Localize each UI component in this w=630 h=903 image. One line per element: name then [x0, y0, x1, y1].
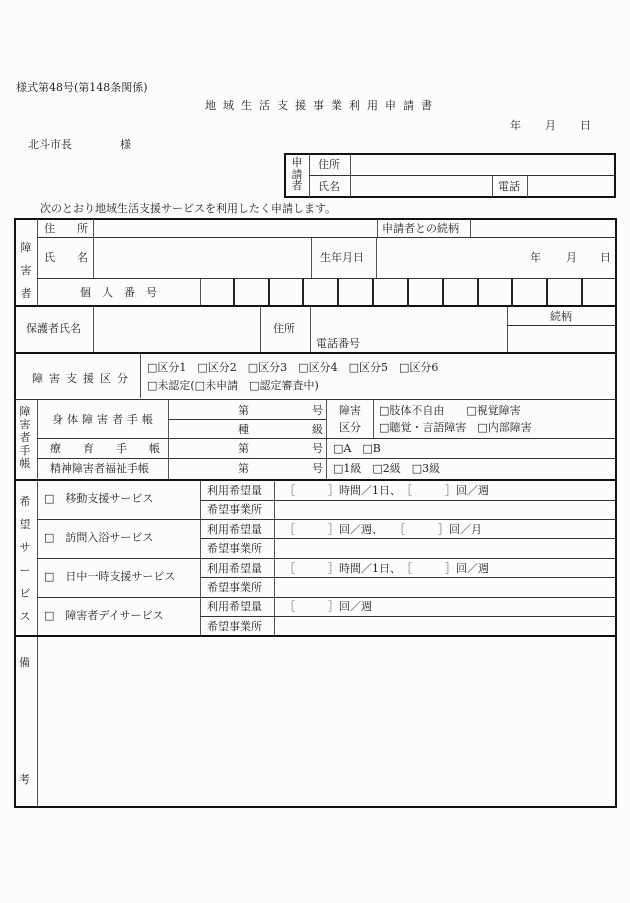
- service-provider-field-1[interactable]: [276, 501, 615, 518]
- remarks-label-top: 備: [19, 656, 30, 669]
- disabled-name-label: 氏 名: [44, 251, 88, 264]
- disabled-address-field[interactable]: [95, 220, 375, 236]
- disability-types-1[interactable]: □肢体不自由 □視覚障害: [379, 404, 521, 417]
- birth-day: 日: [600, 251, 611, 264]
- service-amount-3[interactable]: ［ ］時間／1日、 ［ ］回／週: [284, 562, 489, 575]
- relation-label: 申請者との続柄: [382, 222, 459, 235]
- mental-handbook-label: 精神障害者福祉手帳: [50, 462, 149, 475]
- handbook-label: 障害者手帳: [19, 405, 31, 470]
- guardian-relation-field[interactable]: [509, 327, 615, 351]
- service-provider-label-3: 希望事業所: [207, 581, 262, 594]
- honorific: 様: [120, 138, 131, 151]
- relation-field[interactable]: [472, 220, 615, 236]
- service-amount-label-3: 利用希望量: [207, 562, 262, 575]
- date-year: 年: [510, 119, 521, 132]
- service-amount-4[interactable]: ［ ］回／週: [284, 600, 372, 613]
- service-name-4[interactable]: □ 障害者デイサービス: [44, 609, 164, 622]
- birth-month: 月: [566, 251, 577, 264]
- form-number: 様式第48号(第148条関係): [16, 81, 148, 94]
- applicant-label: 申請者: [291, 156, 303, 193]
- rehab-number-suffix: 号: [312, 442, 323, 455]
- support-category-label: 障害支援区分: [32, 372, 134, 385]
- remarks-field[interactable]: [39, 638, 615, 806]
- service-provider-label-1: 希望事業所: [207, 503, 262, 516]
- applicant-name-field[interactable]: [352, 177, 490, 196]
- applicant-phone-field[interactable]: [529, 177, 614, 196]
- service-name-1[interactable]: □ 移動支援サービス: [44, 492, 154, 505]
- service-provider-field-4[interactable]: [276, 618, 615, 634]
- rehab-options[interactable]: □A □B: [333, 442, 381, 455]
- intro-text: 次のとおり地域生活支援サービスを利用したく申請します。: [40, 202, 337, 215]
- service-name-2[interactable]: □ 訪問入浴サービス: [44, 531, 154, 544]
- rehab-handbook-label: 療 育 手 帳: [50, 442, 160, 455]
- physical-grade-suffix: 級: [312, 423, 323, 436]
- guardian-name-field[interactable]: [95, 308, 259, 351]
- birthdate-label: 生年月日: [320, 251, 364, 264]
- disability-type-label-1: 障害: [339, 404, 361, 417]
- guardian-address-field[interactable]: [312, 308, 505, 333]
- service-name-3[interactable]: □ 日中一時支援サービス: [44, 570, 176, 583]
- physical-grade-prefix: 種: [238, 423, 249, 436]
- service-provider-field-3[interactable]: [276, 579, 615, 596]
- guardian-relation-label: 続柄: [550, 310, 572, 323]
- service-amount-1[interactable]: ［ ］時間／1日、 ［ ］回／週: [284, 484, 489, 497]
- disabled-name-field[interactable]: [95, 239, 310, 277]
- services-label: 希望サービス: [19, 495, 31, 623]
- mental-number-suffix: 号: [312, 462, 323, 475]
- disability-types-2[interactable]: □聴覚・言語障害 □内部障害: [379, 421, 532, 434]
- service-provider-label-2: 希望事業所: [207, 542, 262, 555]
- service-amount-2[interactable]: ［ ］回／週、 ［ ］回／月: [284, 523, 482, 536]
- mental-options[interactable]: □1級 □2級 □3級: [333, 462, 441, 475]
- disabled-address-label: 住 所: [44, 222, 88, 235]
- service-provider-label-4: 希望事業所: [207, 620, 262, 633]
- birth-year: 年: [530, 251, 541, 264]
- service-amount-label-4: 利用希望量: [207, 600, 262, 613]
- disabled-person-label: 障害者: [20, 241, 32, 300]
- physical-handbook-label: 身体障害者手帳: [52, 413, 157, 426]
- applicant-address-label: 住所: [318, 158, 340, 171]
- applicant-phone-label: 電話: [498, 180, 520, 193]
- personal-number-boxes[interactable]: [200, 279, 616, 305]
- physical-number-suffix: 号: [312, 404, 323, 417]
- applicant-address-field[interactable]: [352, 155, 614, 174]
- physical-number-prefix: 第: [238, 404, 249, 417]
- date-month: 月: [545, 119, 556, 132]
- guardian-name-label: 保護者氏名: [26, 322, 81, 335]
- guardian-phone-label: 電話番号: [316, 337, 360, 350]
- support-category-options-1[interactable]: □区分1 □区分2 □区分3 □区分4 □区分5 □区分6: [147, 361, 439, 374]
- mental-number-prefix: 第: [238, 462, 249, 475]
- service-amount-label-2: 利用希望量: [207, 523, 262, 536]
- addressee: 北斗市長: [28, 138, 72, 151]
- personal-number-label: 個 人 番 号: [80, 286, 157, 299]
- date-day: 日: [580, 119, 591, 132]
- page-title: 地域生活支援事業利用申請書: [205, 99, 439, 112]
- disability-type-label-2: 区分: [339, 421, 361, 434]
- guardian-address-label: 住所: [273, 322, 295, 335]
- rehab-number-prefix: 第: [238, 442, 249, 455]
- service-amount-label-1: 利用希望量: [207, 484, 262, 497]
- remarks-label-bottom: 考: [19, 773, 30, 786]
- applicant-name-label: 氏名: [318, 180, 340, 193]
- support-category-options-2[interactable]: □未認定(□未申請 □認定審査中): [147, 379, 319, 392]
- service-provider-field-2[interactable]: [276, 540, 615, 557]
